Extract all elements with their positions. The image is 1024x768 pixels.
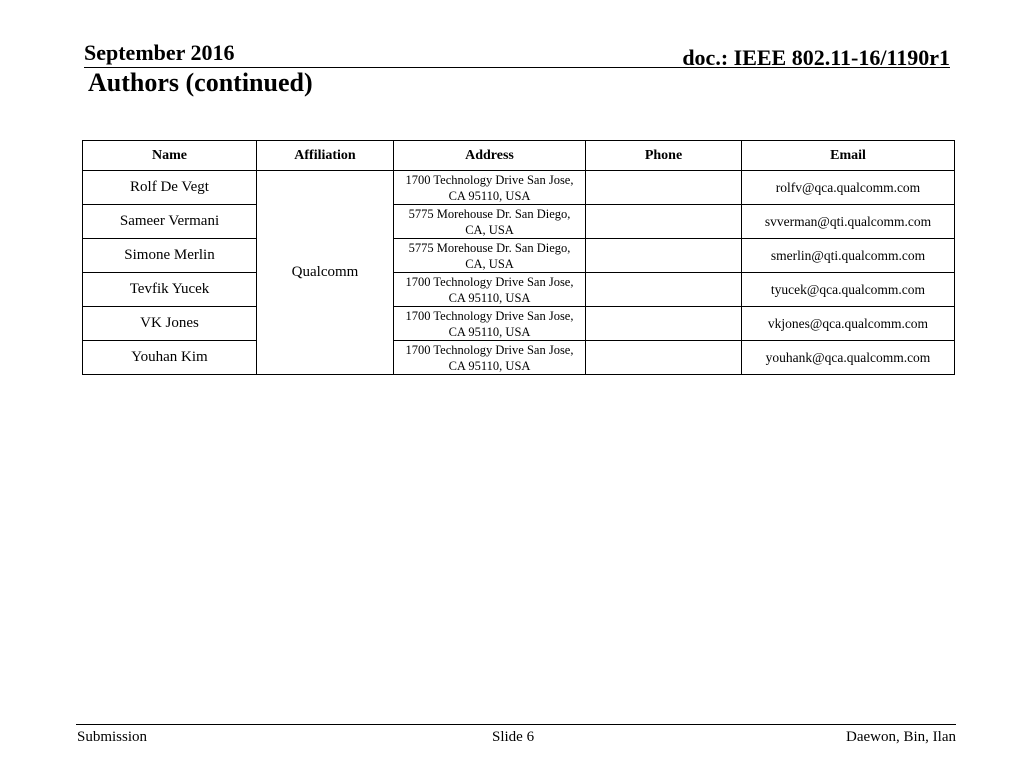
author-affiliation: Qualcomm: [257, 171, 394, 375]
table-row: [83, 205, 955, 239]
author-phone: [586, 205, 742, 239]
author-name: Youhan Kim: [83, 341, 257, 375]
table-row: [83, 341, 955, 375]
footer-slide-number: Slide 6: [492, 729, 535, 745]
author-email: youhank@qca.qualcomm.com: [742, 341, 955, 375]
author-email: smerlin@qti.qualcomm.com: [742, 239, 955, 273]
table-row: [83, 239, 955, 273]
slide-title: Authors (continued): [88, 68, 313, 97]
column-header-name: Name: [83, 141, 257, 171]
author-phone: [586, 239, 742, 273]
author-name: VK Jones: [83, 307, 257, 341]
author-email: svverman@qti.qualcomm.com: [742, 205, 955, 239]
author-name: Sameer Vermani: [83, 205, 257, 239]
column-header-affiliation: Affiliation: [257, 141, 394, 171]
author-name: Tevfik Yucek: [83, 273, 257, 307]
author-address: 1700 Technology Drive San Jose, CA 95110, USA: [394, 273, 586, 307]
author-name: Rolf De Vegt: [83, 171, 257, 205]
header-doc-id: doc.: IEEE 802.11-16/1190r1: [682, 45, 950, 70]
author-phone: [586, 273, 742, 307]
author-email: rolfv@qca.qualcomm.com: [742, 171, 955, 205]
table-header-row: [83, 141, 955, 171]
table-row: [83, 273, 955, 307]
authors-table: [82, 140, 955, 375]
table-row: [83, 171, 955, 205]
author-address: 1700 Technology Drive San Jose, CA 95110, USA: [394, 307, 586, 341]
author-address: 1700 Technology Drive San Jose, CA 95110, USA: [394, 341, 586, 375]
footer-divider: [76, 724, 956, 725]
table-row: [83, 307, 955, 341]
author-email: vkjones@qca.qualcomm.com: [742, 307, 955, 341]
author-address: 1700 Technology Drive San Jose, CA 95110, USA: [394, 171, 586, 205]
author-phone: [586, 341, 742, 375]
footer-authors: Daewon, Bin, Ilan: [846, 729, 956, 745]
author-name: Simone Merlin: [83, 239, 257, 273]
column-header-address: Address: [394, 141, 586, 171]
author-email: tyucek@qca.qualcomm.com: [742, 273, 955, 307]
author-address: 5775 Morehouse Dr. San Diego, CA, USA: [394, 205, 586, 239]
author-phone: [586, 171, 742, 205]
author-phone: [586, 307, 742, 341]
author-address: 5775 Morehouse Dr. San Diego, CA, USA: [394, 239, 586, 273]
column-header-phone: Phone: [586, 141, 742, 171]
header-date: September 2016: [84, 40, 235, 65]
footer-submission: Submission: [77, 729, 148, 745]
column-header-email: Email: [742, 141, 955, 171]
